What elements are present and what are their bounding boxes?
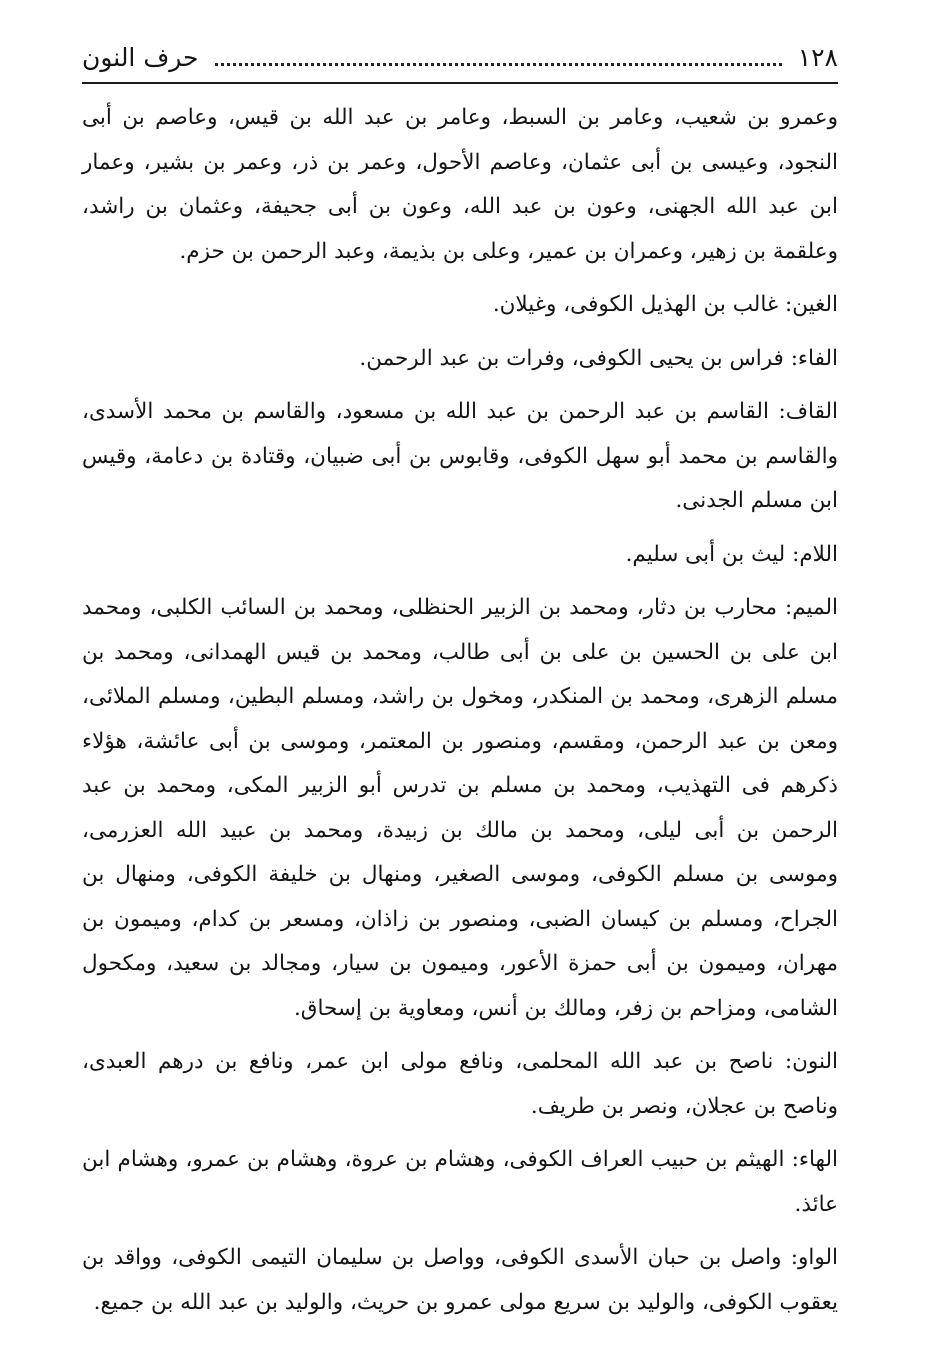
letter-label: الواو: <box>790 1245 838 1270</box>
header-rule <box>82 82 838 84</box>
paragraph-text: محارب بن دثار، ومحمد بن الزبير الحنظلى، ومحمد بن السائب الكلبى، ومحمد ابن على بن الحسين بن على بن أبى طالب، ومحمد بن قيس الهمدانى، ومحمد بن مسلم الزهرى، ومحمد بن المنكدر، ومخول بن راشد، ومسلم البطين، ومسلم الملائى، ومعن بن عبد الرحمن، ومقسم، ومنصور بن المعتمر، وموسى بن أبى عائشة، هؤلاء ذكرهم فى التهذيب، ومحمد بن مسلم بن تدرس أبو الزبير المكى، ومحمد بن عبد الرحمن بن أبى ليلى، ومحمد بن مالك بن زبيدة، ومحمد بن عبيد الله العزرمى، وموسى بن مسلم الكوفى، وموسى الصغير، ومنهال بن خليفة الكوفى، ومنهال بن الجراح، ومسلم بن كيسان الضبى، ومنصور بن زاذان، ومسعر بن كدام، وميمون بن مهران، وميمون بن أبى حمزة الأعور، وميمون بن سيار، ومجالد بن سعيد، ومكحول الشامى، ومزاحم بن زفر، ومالك بن أنس، ومعاوية بن إسحاق. <box>82 595 838 1021</box>
paragraph-text: وعمرو بن شعيب، وعامر بن السبط، وعامر بن عبد الله بن قيس، وعاصم بن أبى النجود، وعيسى بن أبى عثمان، وعاصم الأحول، وعمر بن ذر، وعمر بن بشير، وعمار ابن عبد الله الجهنى، وعون بن عبد الله، وعون بن أبى جحيفة، وعثمان بن راشد، وعلقمة بن زهير، وعمران بن عمير، وعلى بن بذيمة، وعبد الرحمن بن حزم. <box>82 105 838 264</box>
paragraph-nun <box>82 1040 838 1129</box>
paragraph-text: الهيثم بن حبيب العراف الكوفى، وهشام بن عروة، وهشام بن عمرو، وهشام ابن عائذ. <box>82 1147 838 1217</box>
paragraph-text: فراس بن يحيى الكوفى، وفرات بن عبد الرحمن. <box>359 345 784 371</box>
paragraph-text: ناصح بن عبد الله المحلمى، ونافع مولى ابن عمر، ونافع بن درهم العبدى، وناصح بن عجلان، ونصر بن طريف. <box>82 1049 838 1119</box>
letter-label: الميم: <box>785 595 838 620</box>
paragraph-ghayn <box>82 283 838 328</box>
letter-label: القاف: <box>778 399 838 424</box>
paragraph-qaf <box>82 390 838 524</box>
paragraph-fa <box>82 337 838 382</box>
paragraph-waw <box>82 1236 838 1325</box>
paragraph-text: واصل بن حبان الأسدى الكوفى، وواصل بن سليمان التيمى الكوفى، وواقد بن يعقوب الكوفى، والوليد بن سريع مولى عمرو بن حريث، والوليد بن عبد الله بن جميع. <box>82 1245 838 1315</box>
letter-label: الهاء: <box>791 1147 838 1172</box>
paragraph-mim <box>82 586 838 1031</box>
letter-label: الفاء: <box>790 345 838 371</box>
paragraph-text: غالب بن الهذيل الكوفى، وغيلان. <box>492 292 779 317</box>
letter-label: اللام: <box>792 541 838 567</box>
section-title: حرف النون <box>82 43 199 72</box>
running-header <box>82 38 838 78</box>
paragraph-text: القاسم بن عبد الرحمن بن عبد الله بن مسعود، والقاسم بن محمد الأسدى، والقاسم بن محمد أبو سهل الكوفى، وقابوس بن أبى ضبيان، وقتادة بن دعامة، وقيس ابن مسلم الجدنى. <box>82 399 838 513</box>
page-number: ١٢٨ <box>797 43 838 72</box>
dotted-leader <box>215 63 782 66</box>
letter-label: النون: <box>784 1049 838 1074</box>
letter-label: الغين: <box>785 292 838 317</box>
paragraph-continuation <box>82 96 838 274</box>
paragraph-text: ليث بن أبى سليم. <box>625 541 786 567</box>
paragraph-lam <box>82 533 838 578</box>
paragraph-ha <box>82 1138 838 1227</box>
